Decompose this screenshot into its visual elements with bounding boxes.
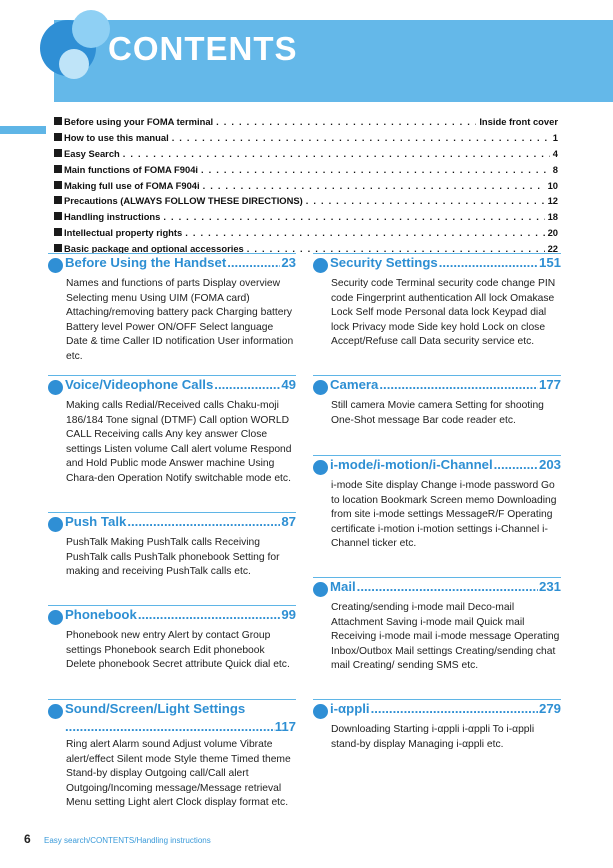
leader-dots bbox=[306, 195, 545, 206]
toc-list bbox=[54, 116, 558, 259]
bullet-icon bbox=[313, 380, 328, 395]
section-push[interactable] bbox=[48, 512, 296, 578]
toc-item[interactable] bbox=[54, 195, 558, 211]
section-title: Camera bbox=[330, 377, 379, 392]
square-bullet-icon bbox=[54, 212, 62, 220]
section-body: Making calls Redial/Received calls Chaku-moji 186/184 Tone signal (DTMF) Call option WORLD CALL Receiving calls Any key answer Close settings Listen volume Call alert volume Respond and Hold Public mode Answer machine Using Chara-den Operation Notify switchable mode etc. bbox=[66, 400, 292, 484]
toc-item-label: Making full use of FOMA F904i bbox=[64, 179, 200, 191]
section-security[interactable] bbox=[313, 253, 561, 348]
bullet-icon bbox=[48, 380, 63, 395]
square-bullet-icon bbox=[54, 244, 62, 252]
toc-item-page: 12 bbox=[547, 195, 558, 207]
section-title: Voice/Videophone Calls bbox=[65, 377, 214, 392]
sidebar-tab bbox=[0, 126, 46, 134]
section-body: Downloading Starting i-αppli i-αppli To i-αppli stand-by display Managing i-αppli etc. bbox=[331, 724, 535, 750]
toc-item-page: 18 bbox=[547, 211, 558, 223]
leader-dots bbox=[185, 227, 544, 238]
section-iappli[interactable] bbox=[313, 699, 561, 750]
section-body: Phonebook new entry Alert by contact Group settings Phonebook search Edit phonebook Delete phonebook Secret attribute Quick dial etc. bbox=[66, 630, 290, 671]
bullet-icon bbox=[313, 460, 328, 475]
toc-item[interactable] bbox=[54, 164, 558, 180]
toc-item-page: 8 bbox=[552, 163, 558, 175]
section-title: Sound/Screen/Light Settings bbox=[65, 701, 246, 716]
toc-item-page: 4 bbox=[552, 147, 558, 159]
section-page: 23 bbox=[281, 255, 296, 270]
page-number: 6 bbox=[24, 832, 31, 846]
section-page: 231 bbox=[538, 579, 561, 594]
section-body: Still camera Movie camera Setting for shooting One-Shot message Bar code reader etc. bbox=[331, 400, 544, 426]
toc-item-label: Main functions of FOMA F904i bbox=[64, 163, 199, 175]
section-body: Names and functions of parts Display overview Selecting menu Using UIM (FOMA card) Attaching/removing battery pack Charging battery Battery level Power ON/OFF Select language Date & time Caller ID notification User information etc. bbox=[66, 278, 294, 362]
toc-item-page: 1 bbox=[552, 131, 558, 143]
section-camera[interactable] bbox=[313, 375, 561, 426]
toc-item-label: Basic package and optional accessories bbox=[64, 243, 244, 255]
section-title: Mail bbox=[330, 579, 356, 594]
section-page: 151 bbox=[538, 255, 561, 270]
section-handset[interactable] bbox=[48, 253, 296, 362]
section-mail[interactable] bbox=[313, 577, 561, 672]
bullet-icon bbox=[48, 258, 63, 273]
bullet-icon bbox=[48, 704, 63, 719]
header-circle-light bbox=[72, 10, 110, 48]
section-title: i-mode/i-motion/i-Channel bbox=[330, 457, 493, 472]
leader-dots bbox=[203, 180, 545, 191]
section-page: 279 bbox=[538, 701, 561, 716]
section-imode[interactable] bbox=[313, 455, 561, 550]
section-title: Before Using the Handset bbox=[65, 255, 227, 270]
section-voice[interactable] bbox=[48, 375, 296, 484]
section-title: Phonebook bbox=[65, 607, 137, 622]
section-page: 49 bbox=[281, 377, 296, 392]
leader-dots bbox=[201, 164, 550, 175]
bullet-icon bbox=[313, 258, 328, 273]
toc-item-label: Before using your FOMA terminal bbox=[64, 116, 214, 127]
section-title: i-αppli bbox=[330, 701, 370, 716]
bullet-icon bbox=[313, 582, 328, 597]
toc-item[interactable] bbox=[54, 211, 558, 227]
bullet-icon bbox=[48, 517, 63, 532]
section-sound[interactable] bbox=[48, 699, 296, 809]
toc-item[interactable] bbox=[54, 116, 558, 132]
section-body: Security code Terminal security code change PIN code Fingerprint authentication All lock Omakase Lock Self mode Personal data lock Keypad dial lock Privacy mode Side key hold Lock on close Accept/Refuse call Data security service etc. bbox=[331, 278, 556, 348]
section-body: Ring alert Alarm sound Adjust volume Vibrate alert/effect Silent mode Style theme Timed theme Stand-by display Outgoing call/Call alert Outgoing/Incoming message/Message retrieval Menu setting Light alert Clock display format etc. bbox=[66, 739, 291, 809]
toc-item-page: 10 bbox=[547, 179, 558, 191]
section-title: Push Talk bbox=[65, 514, 127, 529]
section-body: i-mode Site display Change i-mode password Go to location Bookmark Screen memo Downloading from site i-mode settings MessageR/F Operating certificate i-motion i-motion settings i-Channel i-Channel ticker etc. bbox=[331, 480, 557, 550]
toc-item-page: 20 bbox=[547, 227, 558, 239]
toc-item[interactable] bbox=[54, 227, 558, 243]
section-title: Security Settings bbox=[330, 255, 438, 270]
square-bullet-icon bbox=[54, 181, 62, 189]
section-page: 87 bbox=[281, 514, 296, 529]
toc-item[interactable] bbox=[54, 180, 558, 196]
section-page: 203 bbox=[538, 457, 561, 472]
square-bullet-icon bbox=[54, 149, 62, 157]
square-bullet-icon bbox=[54, 133, 62, 141]
page-title: CONTENTS bbox=[108, 30, 298, 67]
toc-item-label: Handling instructions bbox=[64, 211, 161, 223]
leader-dots bbox=[123, 148, 550, 159]
header-circle-pale bbox=[59, 49, 89, 79]
square-bullet-icon bbox=[54, 117, 62, 125]
toc-item-label: Intellectual property rights bbox=[64, 227, 183, 239]
section-phonebook[interactable] bbox=[48, 605, 296, 671]
toc-item-page: Inside front cover bbox=[479, 116, 558, 127]
leader-dots bbox=[216, 116, 476, 127]
bullet-icon bbox=[313, 704, 328, 719]
section-page: 99 bbox=[281, 607, 296, 622]
toc-item[interactable] bbox=[54, 132, 558, 148]
toc-item-label: How to use this manual bbox=[64, 131, 169, 143]
section-page: 117 bbox=[274, 719, 296, 734]
leader-dots bbox=[172, 132, 550, 143]
section-body: Creating/sending i-mode mail Deco-mail Attachment Saving i-mode mail Quick mail Receiving i-mode mail i-mode message Operating Inbox/Outbox Mail settings Creating/sending chat mail Creating/ sending SMS etc. bbox=[331, 602, 560, 672]
square-bullet-icon bbox=[54, 196, 62, 204]
square-bullet-icon bbox=[54, 228, 62, 236]
toc-item-label: Precautions (ALWAYS FOLLOW THESE DIRECTIONS) bbox=[64, 195, 303, 207]
toc-item-label: Easy Search bbox=[64, 147, 120, 159]
bullet-icon bbox=[48, 610, 63, 625]
section-body: PushTalk Making PushTalk calls Receiving PushTalk calls PushTalk phonebook Setting for making and receiving PushTalk calls etc. bbox=[66, 537, 280, 578]
toc-item[interactable] bbox=[54, 148, 558, 164]
section-page: 177 bbox=[538, 377, 561, 392]
leader-dots bbox=[163, 211, 544, 222]
square-bullet-icon bbox=[54, 165, 62, 173]
toc-item-page: 22 bbox=[547, 243, 558, 255]
footer-nav-link[interactable]: Easy search/CONTENTS/Handling instructions bbox=[44, 836, 211, 845]
